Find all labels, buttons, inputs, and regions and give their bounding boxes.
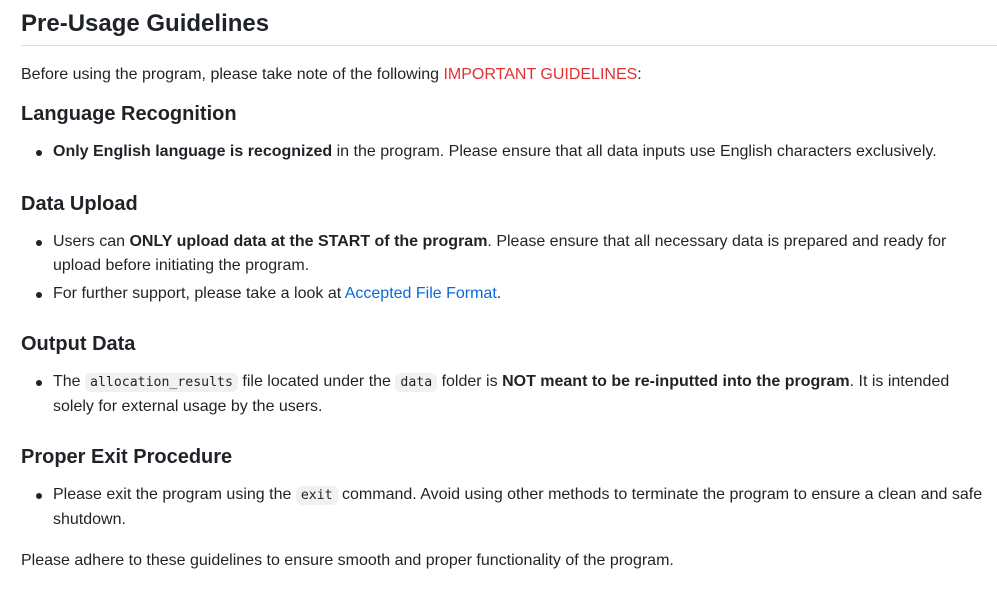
allocation-results-code: allocation_results — [85, 373, 238, 392]
closing-paragraph: Please adhere to these guidelines to ensure smooth and proper functionality of the program. — [21, 552, 674, 569]
section-heading-data-upload: Data Upload — [21, 193, 138, 215]
important-guidelines-text: IMPORTANT GUIDELINES — [443, 66, 638, 83]
bold-text: ONLY upload data at the START of the program — [129, 233, 488, 250]
output-data-list — [21, 370, 997, 419]
item-text: in the program. Please ensure that all data inputs use English characters exclusively. — [332, 143, 937, 160]
item-text: . It is intended solely for external usage by the users. — [53, 373, 950, 415]
bold-text: NOT meant to be re-inputted into the program — [502, 373, 850, 390]
list-item — [53, 483, 993, 532]
item-text: . — [496, 285, 502, 302]
item-prefix: The — [53, 373, 86, 390]
intro-trail: : — [637, 66, 642, 83]
list-item — [53, 230, 993, 278]
accepted-file-format-link[interactable]: Accepted File Format — [344, 285, 497, 302]
section-heading-proper-exit-procedure: Proper Exit Procedure — [21, 446, 233, 468]
data-upload-list — [21, 230, 997, 306]
exit-procedure-list — [21, 483, 997, 532]
page-title: Pre-Usage Guidelines — [21, 0, 997, 46]
intro-paragraph — [21, 63, 997, 87]
list-item — [53, 370, 993, 419]
item-middle: file located under the — [237, 373, 396, 390]
bold-text: Only English language is recognized — [53, 143, 333, 160]
list-item — [53, 140, 993, 164]
section-heading-output-data: Output Data — [21, 333, 136, 355]
list-item — [53, 282, 993, 306]
item-middle-2: folder is — [437, 373, 503, 390]
item-text: command. Avoid using other methods to terminate the program to ensure a clean and safe shutdown. — [53, 486, 983, 528]
intro-text: Before using the program, please take note of the following — [21, 66, 444, 83]
language-recognition-list — [21, 140, 997, 164]
item-prefix: For further support, please take a look at — [53, 285, 345, 302]
item-prefix: Please exit the program using the — [53, 486, 296, 503]
item-text: . Please ensure that all necessary data is prepared and ready for upload before initiating the program. — [53, 233, 947, 274]
data-folder-code: data — [395, 373, 437, 392]
section-heading-language-recognition: Language Recognition — [21, 103, 237, 125]
exit-command-code: exit — [296, 486, 338, 505]
item-prefix: Users can — [53, 233, 130, 250]
